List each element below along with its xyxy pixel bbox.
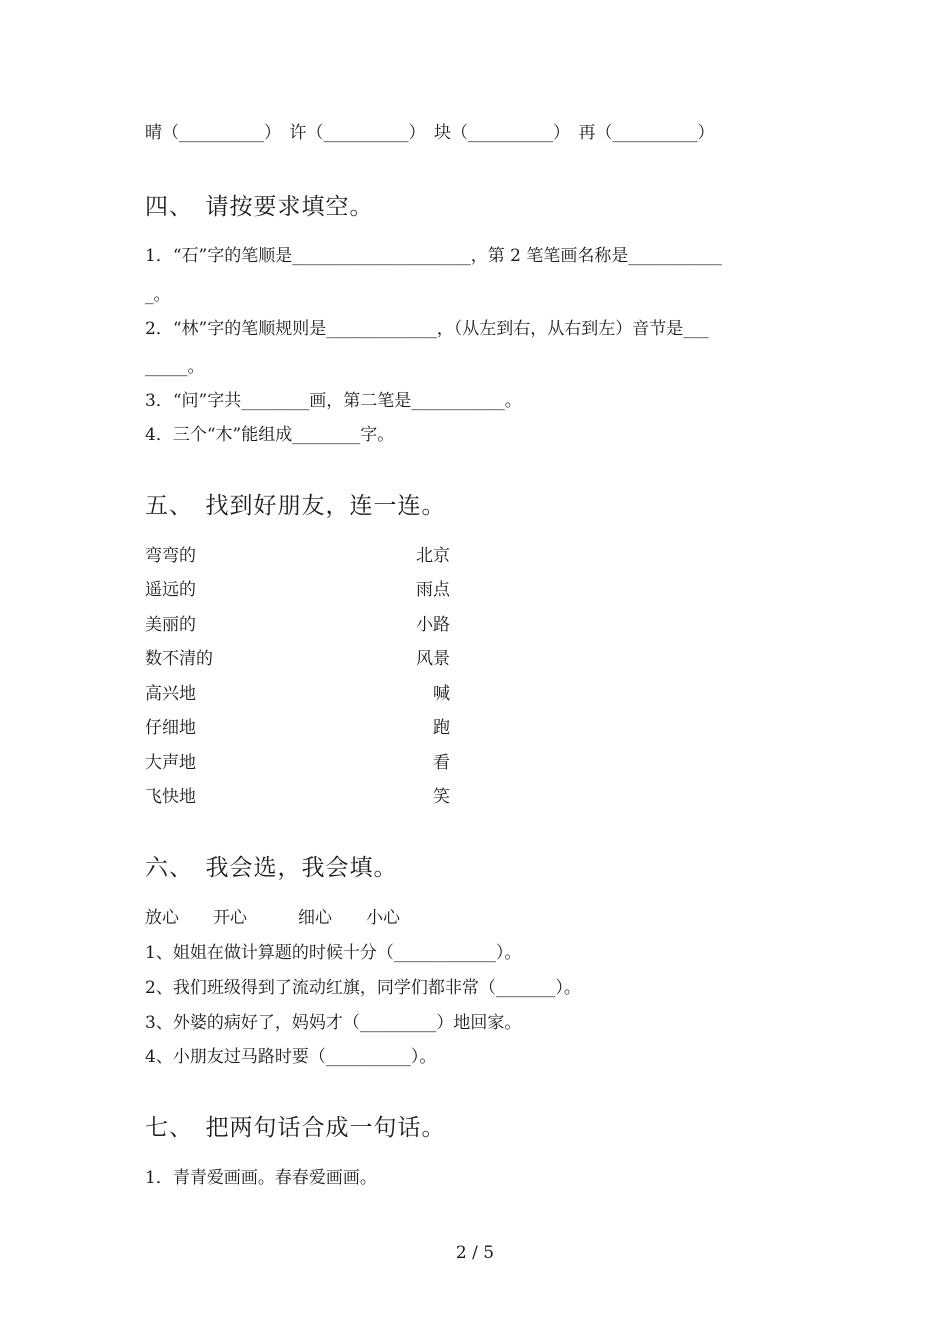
match-left-word: 遥远的 xyxy=(145,580,196,600)
section7-title: 七、 把两句话合成一句话。 xyxy=(145,1115,446,1141)
match-left-word: 美丽的 xyxy=(145,615,196,635)
match-right-word: 小路 xyxy=(416,615,450,635)
match-right-word: 风景 xyxy=(416,649,450,669)
match-left-word: 大声地 xyxy=(145,753,196,773)
section4-q4: 4．三个“木”能组成________字。 xyxy=(145,425,395,445)
match-right-word: 笑 xyxy=(433,787,450,807)
match-left-word: 高兴地 xyxy=(145,684,196,704)
match-right-word: 北京 xyxy=(416,546,450,566)
section4-q1-line1: 1．“石”字的笔顺是_____________________，第 2 笔笔画名称是___________ xyxy=(145,246,722,266)
section6-q1: 1、姐姐在做计算题的时候十分（____________）。 xyxy=(145,943,522,963)
match-right-word: 雨点 xyxy=(416,580,450,600)
match-right-word: 看 xyxy=(433,753,450,773)
section6-q3: 3、外婆的病好了，妈妈才（_________）地回家。 xyxy=(145,1013,522,1033)
page-number: 2 / 5 xyxy=(455,1243,495,1263)
section4-q2-line2: _____。 xyxy=(145,357,205,377)
section7-q1: 1．青青爱画画。春春爱画画。 xyxy=(145,1168,377,1188)
match-left-word: 数不清的 xyxy=(145,649,213,669)
section6-title: 六、 我会选，我会填。 xyxy=(145,855,398,881)
match-right-word: 跑 xyxy=(433,718,450,738)
section6-options: 放心 开心 细心 小心 xyxy=(145,908,400,928)
match-left-word: 飞快地 xyxy=(145,787,196,807)
section4-q3: 3．“问”字共________画，第二笔是___________。 xyxy=(145,391,522,411)
match-left-word: 仔细地 xyxy=(145,718,196,738)
section4-title: 四、 请按要求填空。 xyxy=(145,194,374,220)
section4-q1-line2: _。 xyxy=(145,285,171,305)
top-fill-row: 晴（__________） 许（__________） 块（__________） 再（__________） xyxy=(145,123,715,143)
section5-title: 五、 找到好朋友，连一连。 xyxy=(145,493,446,519)
match-right-word: 喊 xyxy=(433,684,450,704)
section6-q4: 4、小朋友过马路时要（__________）。 xyxy=(145,1047,437,1067)
match-left-word: 弯弯的 xyxy=(145,546,196,566)
section6-q2: 2、我们班级得到了流动红旗，同学们都非常（_______）。 xyxy=(145,978,581,998)
section4-q2-line1: 2．“林”字的笔顺规则是_____________，（从左到右，从右到左）音节是___ xyxy=(145,319,709,339)
